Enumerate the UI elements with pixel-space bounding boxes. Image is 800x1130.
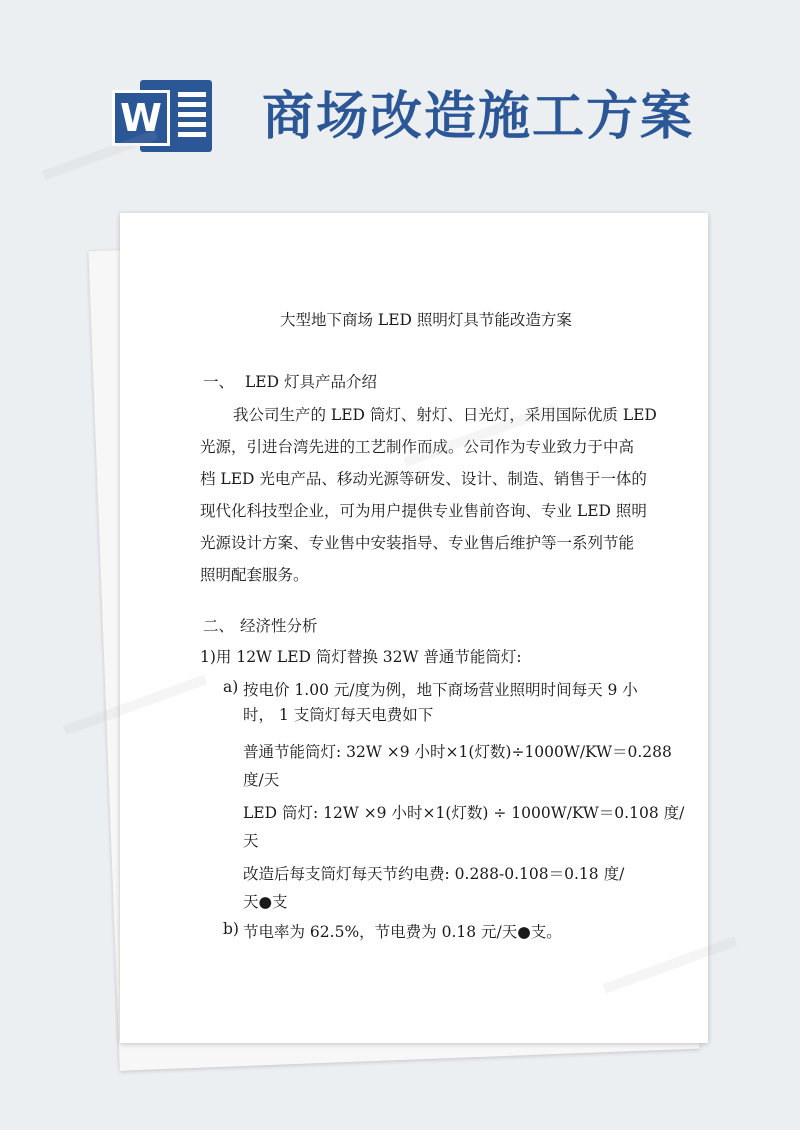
item1-text: 1)用 12W LED 筒灯替换 32W 普通节能筒灯: bbox=[200, 648, 522, 666]
section1-line: 档 LED 光电产品、移动光源等研发、设计、制造、销售于一体的 bbox=[200, 470, 647, 488]
calc-line: 普通节能筒灯: 32W ×9 小时×1(灯数)÷1000W/KW＝0.288 bbox=[243, 743, 672, 761]
word-document-icon: W bbox=[112, 78, 212, 154]
item-a-line: 按电价 1.00 元/度为例，地下商场营业照明时间每天 9 小 bbox=[243, 681, 638, 699]
header bbox=[0, 0, 800, 200]
section1-line: 我公司生产的 LED 筒灯、射灯、日光灯，采用国际优质 LED bbox=[233, 406, 657, 424]
calc-line: 度/天 bbox=[243, 771, 280, 789]
section2-heading: 经济性分析 bbox=[240, 617, 318, 635]
item-a-line: 时， 1 支筒灯每天电费如下 bbox=[243, 706, 434, 724]
section2-number: 二、 bbox=[203, 617, 235, 635]
calc-line: LED 筒灯: 12W ×9 小时×1(灯数) ÷ 1000W/KW＝0.108 度/ bbox=[243, 804, 685, 822]
document-page bbox=[120, 213, 708, 1043]
section1-heading: LED 灯具产品介绍 bbox=[245, 373, 377, 391]
section1-line: 现代化科技型企业，可为用户提供专业售前咨询、专业 LED 照明 bbox=[200, 502, 647, 520]
calc-line: 天 bbox=[243, 832, 259, 850]
section1-line: 光源设计方案、专业售中安装指导、专业售后维护等一系列节能 bbox=[200, 534, 635, 552]
item-b-line: 节电率为 62.5%，节电费为 0.18 元/天●支。 bbox=[243, 923, 562, 941]
document-title: 大型地下商场 LED 照明灯具节能改造方案 bbox=[280, 311, 572, 329]
section1-line: 照明配套服务。 bbox=[200, 566, 309, 584]
item-a-label: a) bbox=[223, 678, 239, 696]
calc-line: 改造后每支筒灯每天节约电费: 0.288-0.108＝0.18 度/ bbox=[243, 865, 625, 883]
section1-line: 光源，引进台湾先进的工艺制作而成。公司作为专业致力于中高 bbox=[200, 438, 635, 456]
calc-line: 天●支 bbox=[243, 893, 288, 911]
page-title: 商场改造施工方案 bbox=[262, 87, 695, 147]
item-b-label: b) bbox=[223, 920, 239, 938]
section1-number: 一、 bbox=[203, 373, 235, 391]
